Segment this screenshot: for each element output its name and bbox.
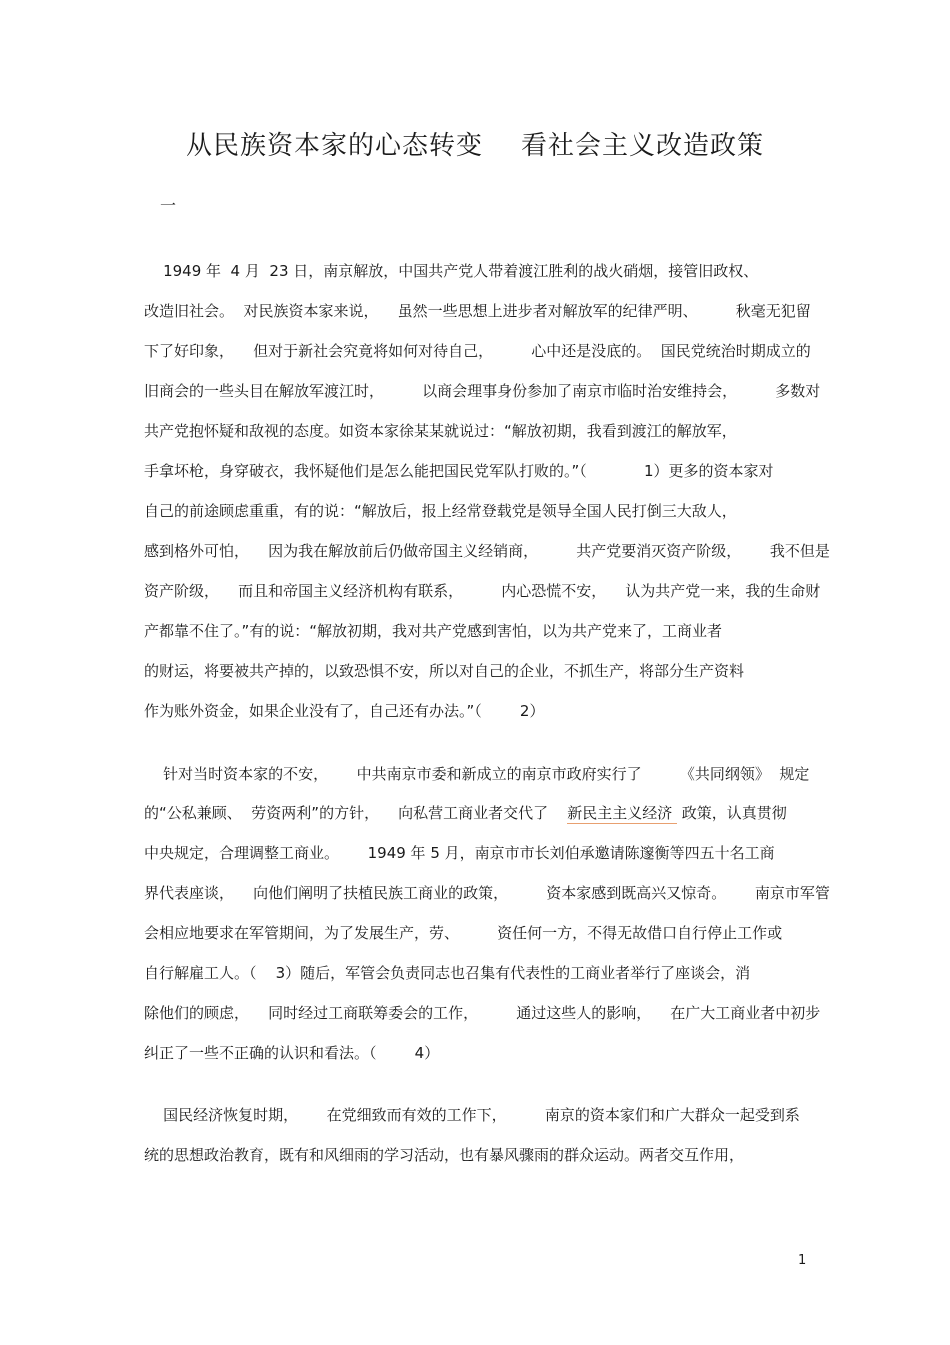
paragraph-line: 作为账外资金，如果企业没有了，自己还有办法。”（ 2） bbox=[144, 702, 545, 720]
paragraph-line: 旧商会的一些头目在解放军渡江时， 以商会理事身份参加了南京市临时治安维持会， 多数对 bbox=[144, 382, 821, 400]
page-number: 1 bbox=[798, 1253, 807, 1268]
text-segment: 政策，认真贯彻 bbox=[677, 804, 787, 822]
paragraph-line: 统的思想政治教育，既有和风细雨的学习活动，也有暴风骤雨的群众运动。两者交互作用， bbox=[144, 1146, 745, 1164]
paragraph-line: 的财运，将要被共产掉的，以致恐惧不安，所以对自己的企业，不抓生产，将部分生产资料 bbox=[144, 662, 745, 680]
paragraph-line bbox=[144, 804, 787, 822]
paragraph-line: 共产党抱怀疑和敌视的态度。如资本家徐某某就说过：“解放初期，我看到渡江的解放军， bbox=[144, 422, 737, 440]
paragraph-line: 资产阶级， 而且和帝国主义经济机构有联系， 内心恐慌不安， 认为共产党一来，我的生命财 bbox=[144, 582, 821, 600]
new-democracy-economy-link[interactable]: 新民主主义经济 bbox=[567, 804, 678, 822]
paragraph-line: 下了好印象， 但对于新社会究竟将如何对待自己， 心中还是没底的。 国民党统治时期成立的 bbox=[144, 342, 811, 360]
paragraph-line: 纠正了一些不正确的认识和看法。（ 4） bbox=[144, 1044, 440, 1062]
paragraph-line: 针对当时资本家的不安， 中共南京市委和新成立的南京市政府实行了 《共同纲领》 规定 bbox=[144, 765, 810, 783]
text-segment: 的“公私兼顾、 劳资两利”的方针， 向私营工商业者交代了 bbox=[144, 804, 568, 822]
paragraph-line: 产都靠不住了。”有的说：“解放初期，我对共产党感到害怕，以为共产党来了，工商业者 bbox=[144, 622, 723, 640]
section-number: 一 bbox=[160, 196, 177, 215]
paragraph-line: 除他们的顾虑， 同时经过工商联筹委会的工作， 通过这些人的影响， 在广大工商业者中初步 bbox=[144, 1004, 821, 1022]
paragraph-line: 自行解雇工人。（ 3）随后，军管会负责同志也召集有代表性的工商业者举行了座谈会，消 bbox=[144, 964, 751, 982]
paragraph-line: 会相应地要求在军管期间，为了发展生产，劳、 资任何一方，不得无故借口自行停止工作或 bbox=[144, 924, 783, 942]
paragraph-line: 界代表座谈， 向他们阐明了扶植民族工商业的政策， 资本家感到既高兴又惊奇。 南京市军管 bbox=[144, 884, 830, 902]
title-part-2: 看社会主义改造政策 bbox=[521, 131, 765, 161]
document-title bbox=[0, 125, 950, 162]
paragraph-line: 国民经济恢复时期， 在党细致而有效的工作下， 南京的资本家们和广大群众一起受到系 bbox=[144, 1106, 800, 1124]
paragraph-line: 感到格外可怕， 因为我在解放前后仍做帝国主义经销商， 共产党要消灭资产阶级， 我不但是 bbox=[144, 542, 830, 560]
paragraph-line: 中央规定，合理调整工商业。 1949 年 5 月，南京市市长刘伯承邀请陈邃衡等四五十名工商 bbox=[144, 844, 775, 862]
paragraph-line: 改造旧社会。 对民族资本家来说， 虽然一些思想上进步者对解放军的纪律严明、 秋毫无犯留 bbox=[144, 302, 811, 320]
title-part-1: 从民族资本家的心态转变 bbox=[185, 131, 483, 161]
paragraph-line: 自己的前途顾虑重重，有的说：“解放后，报上经常登载党是领导全国人民打倒三大敌人， bbox=[144, 502, 737, 520]
paragraph-line: 1949 年 4 月 23 日，南京解放，中国共产党人带着渡江胜利的战火硝烟，接管旧政权、 bbox=[144, 262, 759, 280]
paragraph-line: 手拿坏枪，身穿破衣，我怀疑他们是怎么能把国民党军队打败的。”（ 1）更多的资本家对 bbox=[144, 462, 774, 480]
